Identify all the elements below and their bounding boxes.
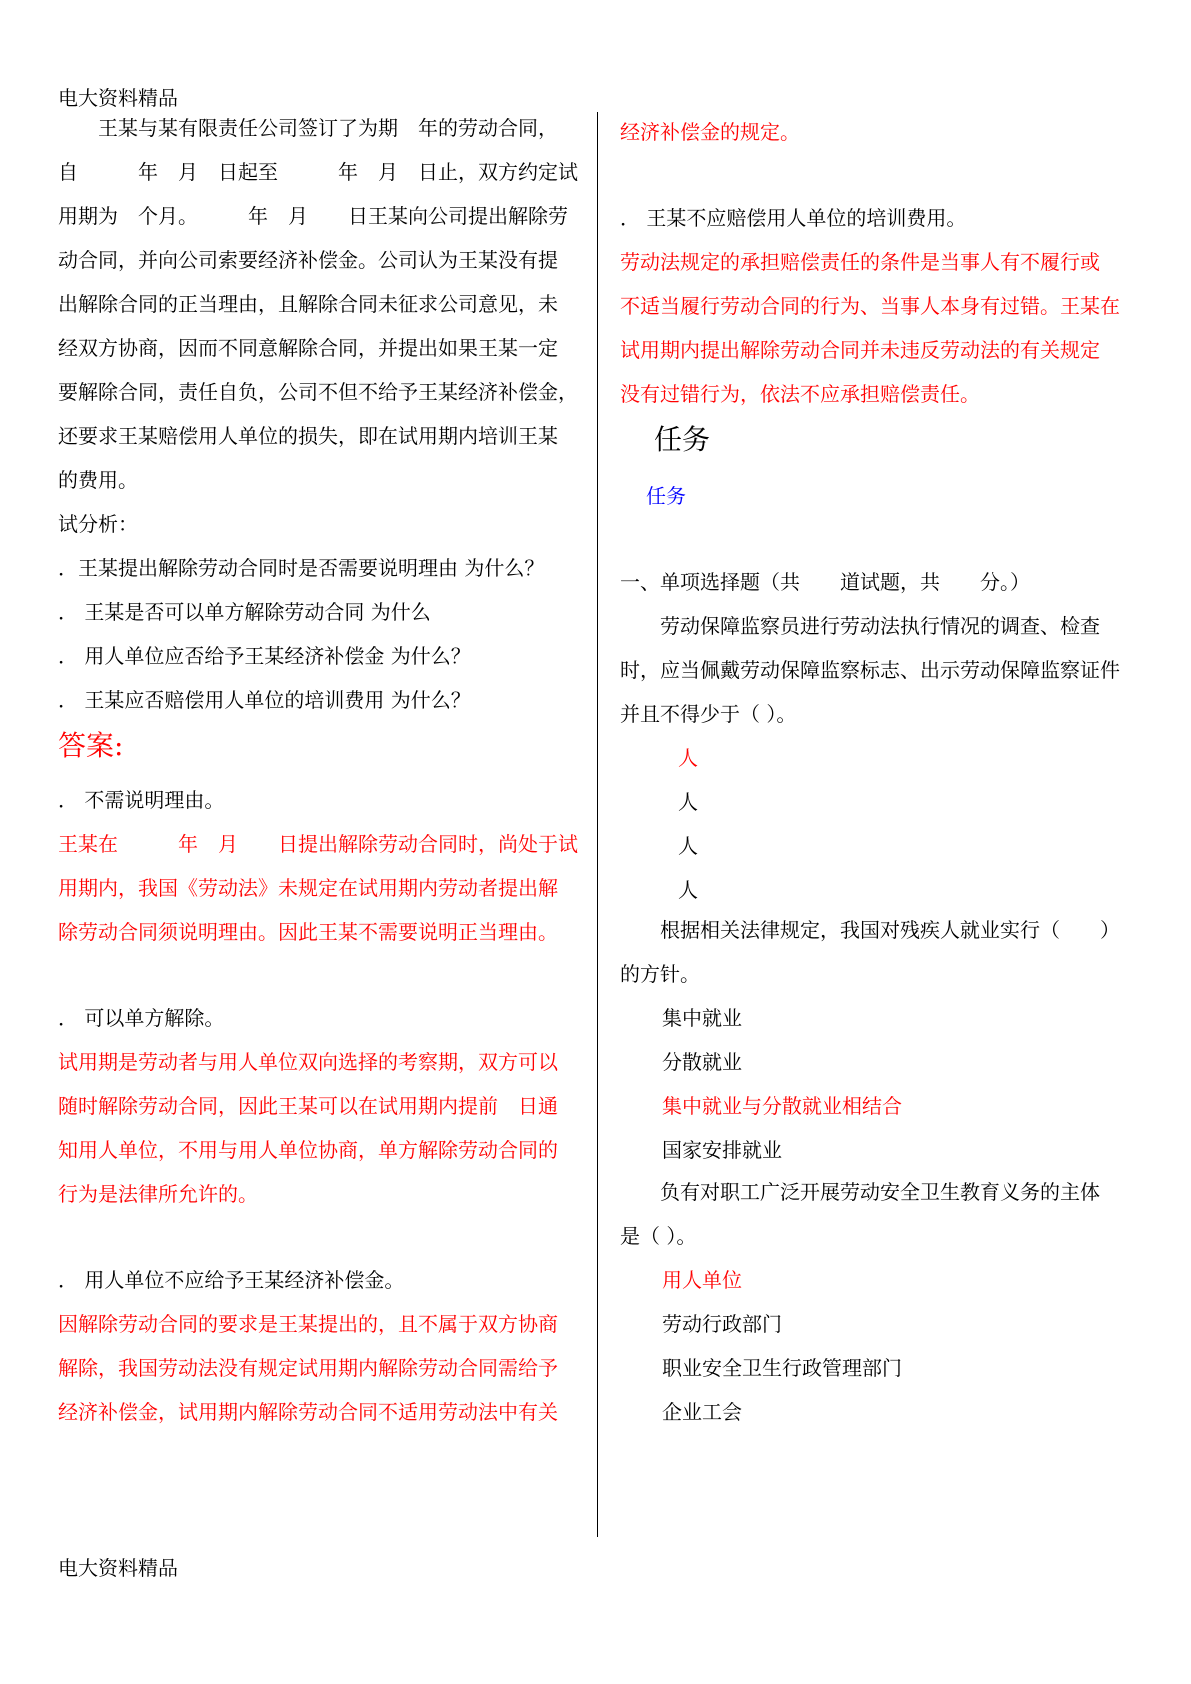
- case-line: 的费用。: [58, 468, 138, 492]
- question-text: 负有对职工广泛开展劳动安全卫生教育义务的主体: [620, 1180, 1100, 1204]
- question-text: 是（ ）。: [620, 1224, 697, 1248]
- question-text: 根据相关法律规定，我国对残疾人就业实行（ ）: [620, 918, 1120, 942]
- answer-3: ． 用人单位不应给予王某经济补偿金。: [58, 1268, 405, 1292]
- analysis-label: 试分析：: [58, 512, 138, 536]
- answer-4-reason: 试用期内提出解除劳动合同并未违反劳动法的有关规定: [620, 338, 1100, 362]
- answer-2-reason: 随时解除劳动合同，因此王某可以在试用期内提前 日通: [58, 1094, 558, 1118]
- answer-3-reason: 因解除劳动合同的要求是王某提出的，且不属于双方协商: [58, 1312, 558, 1336]
- answer-3-reason-continued: 经济补偿金的规定。: [620, 120, 800, 144]
- question-text: 劳动保障监察员进行劳动法执行情况的调查、检查: [620, 614, 1100, 638]
- answer-4: ． 王某不应赔偿用人单位的培训费用。: [620, 206, 967, 230]
- answer-3-reason: 解除，我国劳动法没有规定试用期内解除劳动合同需给予: [58, 1356, 558, 1380]
- answer-1-reason: 王某在 年 月 日提出解除劳动合同时，尚处于试: [58, 832, 578, 856]
- option: 劳动行政部门: [662, 1312, 782, 1336]
- option: 分散就业: [662, 1050, 742, 1074]
- option: 集中就业: [662, 1006, 742, 1030]
- task-subheading: 任务: [646, 484, 686, 508]
- answer-3-reason: 经济补偿金，试用期内解除劳动合同不适用劳动法中有关: [58, 1400, 558, 1424]
- case-line: 自 年 月 日起至 年 月 日止，双方约定试: [58, 160, 578, 184]
- answer-2-reason: 行为是法律所允许的。: [58, 1182, 258, 1206]
- case-line: 经双方协商，因而不同意解除合同，并提出如果王某一定: [58, 336, 558, 360]
- task-heading: 任务: [654, 423, 711, 456]
- answer-4-reason: 不适当履行劳动合同的行为、当事人本身有过错。王某在: [620, 294, 1120, 318]
- option: 人: [678, 878, 698, 902]
- answer-1-reason: 除劳动合同须说明理由。因此王某不需要说明正当理由。: [58, 920, 558, 944]
- answer-1-reason: 用期内，我国《劳动法》未规定在试用期内劳动者提出解: [58, 876, 558, 900]
- page-header: 电大资料精品: [58, 86, 178, 110]
- answer-1: ． 不需说明理由。: [58, 788, 225, 812]
- case-line: 要解除合同，责任自负，公司不但不给予王某经济补偿金，: [58, 380, 578, 404]
- answer-4-reason: 劳动法规定的承担赔偿责任的条件是当事人有不履行或: [620, 250, 1100, 274]
- case-line: 用期为 个月。 年 月 日王某向公司提出解除劳: [58, 204, 568, 228]
- page-footer: 电大资料精品: [58, 1556, 178, 1580]
- option: 职业安全卫生行政管理部门: [662, 1356, 902, 1380]
- case-line: 还要求王某赔偿用人单位的损失，即在试用期内培训王某: [58, 424, 558, 448]
- answer-2-reason: 知用人单位，不用与用人单位协商，单方解除劳动合同的: [58, 1138, 558, 1162]
- option: 人: [678, 834, 698, 858]
- question-item: ．王某提出解除劳动合同时是否需要说明理由 为什么？: [58, 556, 545, 580]
- question-item: ． 王某应否赔偿用人单位的培训费用 为什么？: [58, 688, 471, 712]
- section-title: 一、单项选择题（共 道试题，共 分。）: [620, 570, 1030, 594]
- option-correct: 人: [678, 746, 698, 770]
- question-text: 并且不得少于（ ）。: [620, 702, 797, 726]
- answer-4-reason: 没有过错行为，依法不应承担赔偿责任。: [620, 382, 980, 406]
- option-correct: 集中就业与分散就业相结合: [662, 1094, 902, 1118]
- option: 企业工会: [662, 1400, 742, 1424]
- question-item: ． 用人单位应否给予王某经济补偿金 为什么？: [58, 644, 471, 668]
- option: 人: [678, 790, 698, 814]
- answer-2: ． 可以单方解除。: [58, 1006, 225, 1030]
- question-text: 时，应当佩戴劳动保障监察标志、出示劳动保障监察证件: [620, 658, 1120, 682]
- column-divider: [597, 112, 598, 1537]
- question-text: 的方针。: [620, 962, 700, 986]
- case-line: 王某与某有限责任公司签订了为期 年的劳动合同，: [58, 116, 558, 140]
- option-correct: 用人单位: [662, 1268, 742, 1292]
- case-line: 动合同，并向公司索要经济补偿金。公司认为王某没有提: [58, 248, 558, 272]
- answer-2-reason: 试用期是劳动者与用人单位双向选择的考察期，双方可以: [58, 1050, 558, 1074]
- answer-heading: 答案:: [58, 729, 124, 762]
- question-item: ． 王某是否可以单方解除劳动合同 为什么: [58, 600, 431, 624]
- case-line: 出解除合同的正当理由，且解除合同未征求公司意见，未: [58, 292, 558, 316]
- option: 国家安排就业: [662, 1138, 782, 1162]
